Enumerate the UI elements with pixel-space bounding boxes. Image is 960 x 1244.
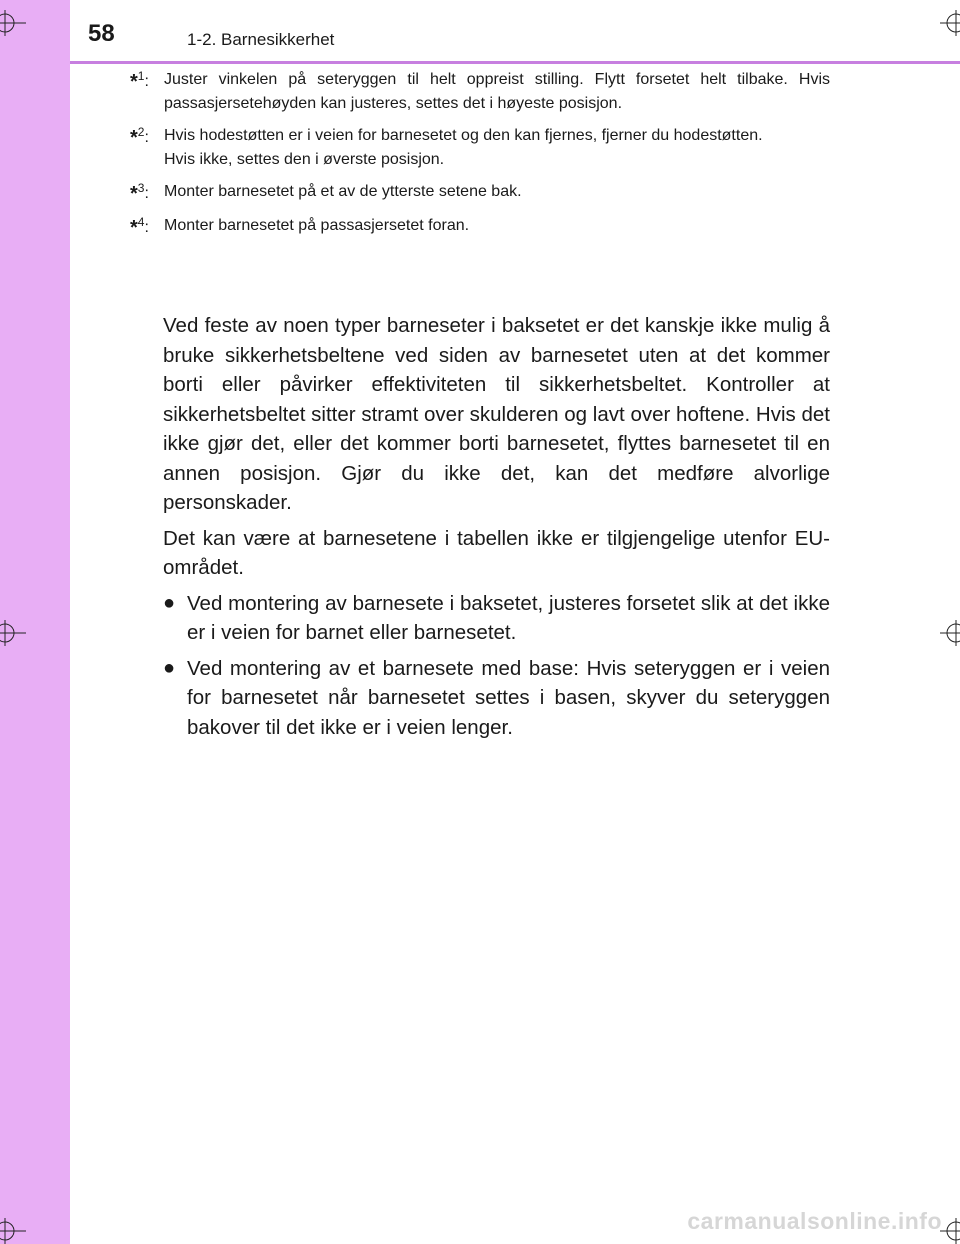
bullet-item: [163, 589, 830, 648]
footnote-text: Monter barnesetet på et av de ytterste setene bak.: [164, 183, 522, 200]
footnote-marker: *$^1$:: [130, 69, 149, 93]
footnote-marker: *$^2$:: [130, 125, 149, 149]
bullet-text: Ved montering av barnesete i baksetet, justeres forsetet slik at det ikke er i veien for barnet eller barnesetet.: [187, 591, 830, 644]
crop-mark-icon: [0, 620, 26, 646]
watermark: carmanualsonline.info: [687, 1208, 942, 1234]
body-text: [163, 311, 830, 748]
bullet-icon: ●: [163, 656, 176, 679]
footnote-text: Hvis hodestøtten er i veien for barnesetet og den kan fjernes, fjerner du hodestøtten.: [164, 127, 763, 144]
crop-mark-icon: [940, 10, 960, 36]
footnote-marker: *$^4$:: [130, 215, 149, 239]
page-number: 58: [88, 20, 115, 47]
section-title: 1-2. Barnesikkerhet: [187, 30, 335, 49]
crop-mark-icon: [0, 1218, 26, 1244]
footnote: [130, 68, 830, 116]
footnote: [130, 180, 830, 206]
footnote-text: Monter barnesetet på passasjersetet foran.: [164, 217, 470, 234]
footnote-marker: *$^3$:: [130, 181, 149, 205]
footnotes: [130, 68, 830, 248]
footnote-text: Juster vinkelen på seteryggen til helt oppreist stilling. Flytt forsetet helt tilbake. Hvis passasjersetehøyden kan justeres, settes det i høyeste posisjon.: [164, 71, 830, 112]
bullet-text: Ved montering av et barnesete med base: Hvis seteryggen er i veien for barnesetet når barnesetet settes i basen, skyver du seteryggen bakover til det ikke er i veien lenger.: [187, 656, 830, 739]
footnote: [130, 214, 830, 240]
body-paragraph: Ved feste av noen typer barneseter i baksetet er det kanskje ikke mulig å bruke sikkerhetsbeltene ved siden av barnesetet uten at det kommer borti eller påvirker effektiviteten til sikkerhetsbeltet. Kontroller at sikkerhetsbeltet sitter stramt over skulderen og lavt over hoftene. Hvis det ikke gjør det, eller det kommer borti barnesetet, flyttes barnesetet til en annen posisjon. Gjør du ikke det, kan det medføre alvorlige personskader.: [163, 314, 830, 514]
footnote-text: Hvis ikke, settes den i øverste posisjon.: [164, 151, 445, 168]
bullet-icon: ●: [163, 591, 176, 614]
crop-mark-icon: [0, 10, 26, 36]
header-rule: [70, 61, 960, 64]
crop-mark-icon: [940, 620, 960, 646]
footnote: [130, 124, 830, 172]
bullet-item: [163, 654, 830, 743]
body-paragraph: Det kan være at barnesetene i tabellen ikke er tilgjengelige utenfor EU-området.: [163, 526, 830, 579]
crop-mark-icon: [940, 1218, 960, 1244]
